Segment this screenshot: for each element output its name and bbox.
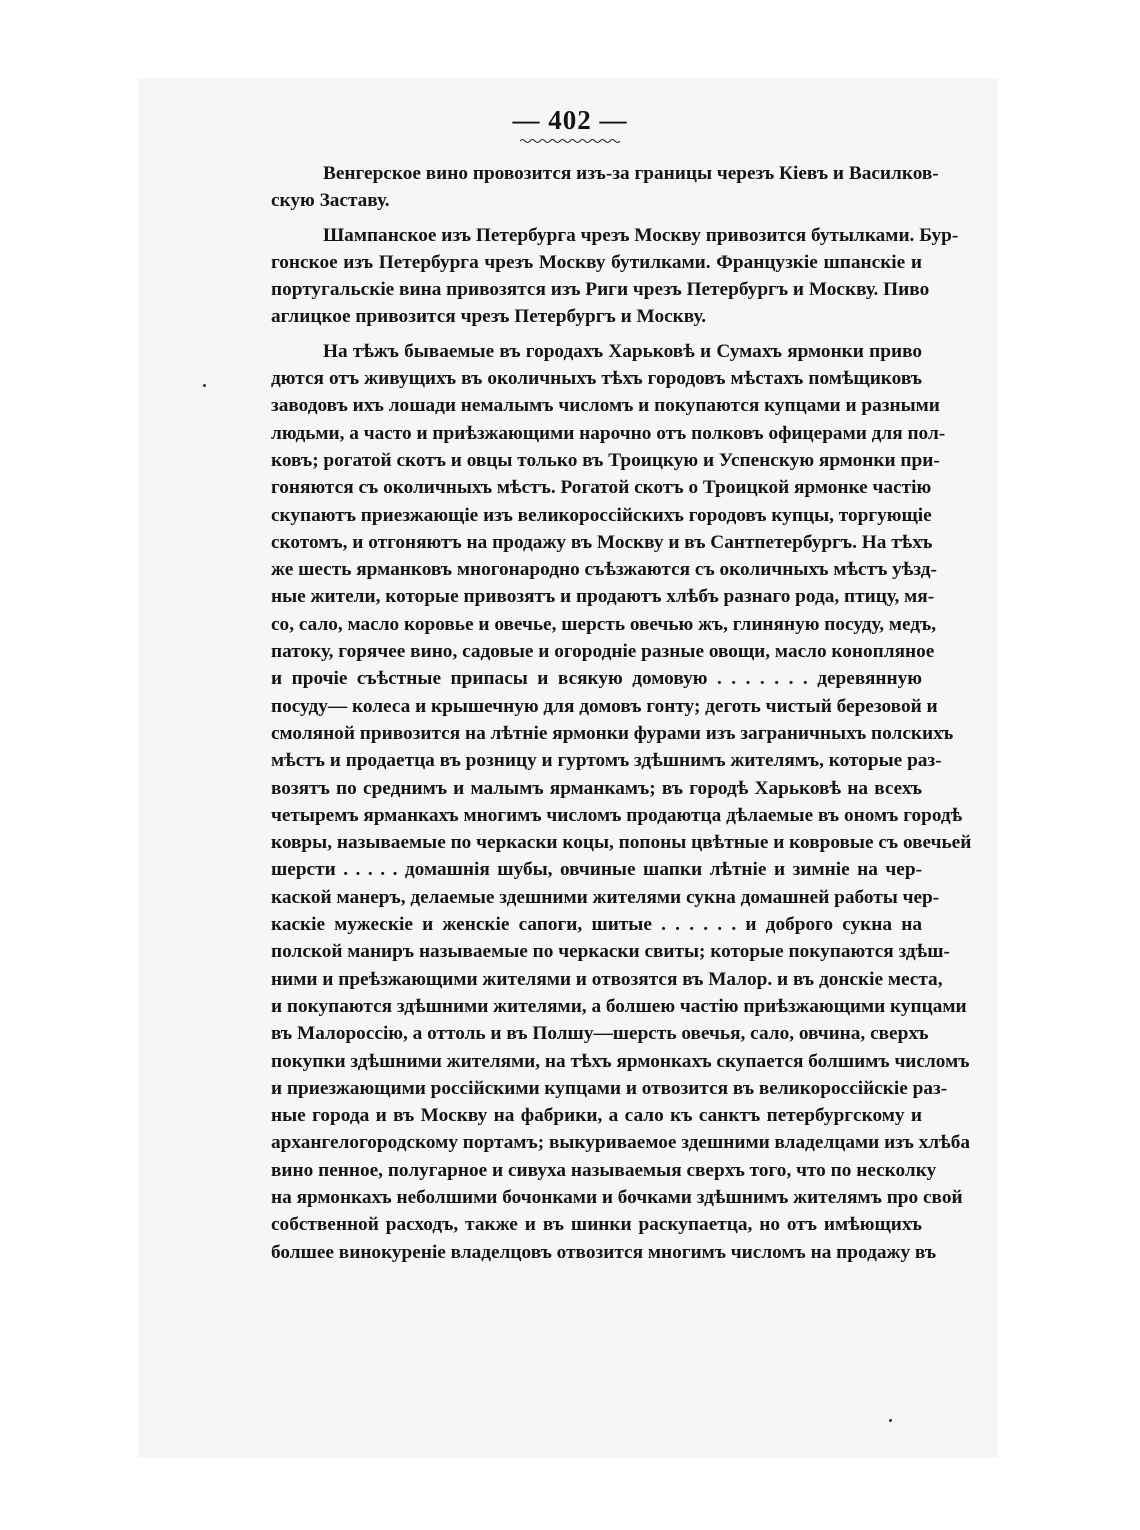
text-line: заводовъ ихъ лошади немалымъ числомъ и покупаются купцами и разными bbox=[271, 395, 940, 417]
text-line: покупки здѣшними жителями, на тѣхъ ярмонкахъ скупается болшимъ числомъ bbox=[271, 1050, 970, 1072]
text-line: ные жители, которые привозятъ и продаютъ хлѣбъ разнаго рода, птицу, мя- bbox=[271, 586, 935, 608]
text-line: вино пенное, полугарное и сивуха называемыя сверхъ того, что по несколку bbox=[271, 1159, 937, 1181]
text-line: дются отъ живущихъ въ околичныхъ тѣхъ городовъ мѣстахъ помѣщиковъ bbox=[271, 368, 922, 390]
text-line: ними и преѣзжающими жителями и отвозятся въ Малор. и въ донскіе места, bbox=[271, 968, 943, 990]
text-line: На тѣжъ бываемые въ городахъ Харьковѣ и Сумахъ ярмонки приво bbox=[323, 340, 922, 362]
text-line: полской маниръ называемые по черкаски свиты; которые покупаются здѣш- bbox=[271, 941, 950, 963]
text-line: и прочіе съѣстные припасы и всякую домовую . . . . . . . деревянную bbox=[271, 668, 922, 690]
margin-speck bbox=[889, 1419, 892, 1422]
text-line: ковры, называемые по черкаски коцы, попоны цвѣтные и ковровые съ овечьей bbox=[271, 832, 972, 854]
text-line: посуду— колеса и крышечную для домовъ гонту; деготь чистый березовой и bbox=[271, 695, 938, 717]
text-line: со, сало, масло коровье и овечье, шерсть овечью жъ, глиняную посуду, медъ, bbox=[271, 613, 937, 635]
text-line: патоку, горячее вино, садовые и огороднiе разные овощи, масло конопляное bbox=[271, 641, 935, 663]
text-line: и приезжающими россійскими купцами и отвозится въ великороссійскіе раз- bbox=[271, 1077, 948, 1099]
wavy-rule-ornament bbox=[520, 138, 620, 144]
text-line: каской манеръ, делаемые здешними жителями сукна домашней работы чер- bbox=[271, 886, 940, 908]
text-line: четыремъ ярманкахъ многимъ числомъ продаютца дѣлаемые въ ономъ городѣ bbox=[271, 804, 963, 826]
page-header bbox=[0, 105, 1140, 144]
text-line: шерсти . . . . . домашнія шубы, овчиные шапки лѣтніе и зимніе на чер- bbox=[271, 859, 922, 881]
text-line: мѣстъ и продаетца въ розницу и гуртомъ здѣшнимъ жителямъ, которые раз- bbox=[271, 750, 942, 772]
text-line: на ярмонкахъ неболшими бочонками и бочками здѣшнимъ жителямъ про свой bbox=[271, 1186, 963, 1208]
text-line: людьми, а часто и приѣзжающими нарочно отъ полковъ офицерами для пол- bbox=[271, 422, 946, 444]
text-line: скупаютъ приезжающіе изъ великороссійскихъ городовъ купцы, торгующіе bbox=[271, 504, 932, 526]
text-line: архангелогородскому портамъ; выкуриваемое здешними владелцами изъ хлѣба bbox=[271, 1132, 970, 1154]
document-body bbox=[219, 160, 972, 1273]
text-line: возятъ по среднимъ и малымъ ярманкамъ; въ городѣ Харьковѣ на всехъ bbox=[271, 777, 922, 799]
text-line: гоняются съ околичныхъ мѣстъ. Рогатой скотъ о Троицкой ярмонке частію bbox=[271, 477, 932, 499]
text-line: ные города и въ Москву на фабрики, а сало къ санктъ петербургскому и bbox=[271, 1105, 922, 1127]
text-line: въ Малороссію, а оттоль и въ Полшу—шерсть овечья, сало, овчина, сверхъ bbox=[271, 1023, 929, 1045]
text-line: же шесть ярманковъ многонародно съѣзжаются съ околичныхъ мѣстъ уѣзд- bbox=[271, 559, 937, 581]
paragraph-hungarian-wine bbox=[219, 160, 939, 215]
text-line: каскіе мужескіе и женскіе сапоги, шитые . . . . . . и доброго сукна на bbox=[271, 914, 922, 936]
text-line: ковъ; рогатой скотъ и овцы только въ Троицкую и Успенскую ярмонки при- bbox=[271, 449, 940, 471]
margin-speck bbox=[203, 384, 206, 387]
text-line: аглицкое привозится чрезъ Петербургъ и Москву. bbox=[271, 306, 707, 328]
text-line: смоляной привозится на лѣтніе ярмонки фурами изъ заграничныхъ полскихъ bbox=[271, 722, 954, 744]
text-line: скую Заставу. bbox=[271, 190, 390, 212]
text-line: Шампанское изъ Петербурга чрезъ Москву привозится бутылками. Бур- bbox=[323, 224, 959, 246]
text-line: португальскіе вина привозятся изъ Риги чрезъ Петербургъ и Москву. Пиво bbox=[271, 279, 930, 301]
text-line: Венгерское вино провозится изъ-за границы черезъ Кіевъ и Василков- bbox=[323, 163, 939, 184]
paragraph-fairs bbox=[219, 338, 972, 1266]
text-line: болшее винокуреніе владелцовъ отвозится многимъ числомъ на продажу въ bbox=[271, 1241, 937, 1263]
text-line: собственной расходъ, также и въ шинки раскупаетца, но отъ имѣющихъ bbox=[271, 1214, 922, 1236]
page-number: — 402 — bbox=[512, 105, 628, 135]
text-line: скотомъ, и отгоняютъ на продажу въ Москву и въ Сантпетербургъ. На тѣхъ bbox=[271, 531, 933, 553]
text-line: и покупаются здѣшними жителями, а болшею частію приѣзжающими купцами bbox=[271, 995, 967, 1017]
paragraph-champagne bbox=[219, 222, 959, 331]
text-line: гонское изъ Петербурга чрезъ Москву бутилками. Французкіе шпанскіе и bbox=[271, 251, 922, 273]
